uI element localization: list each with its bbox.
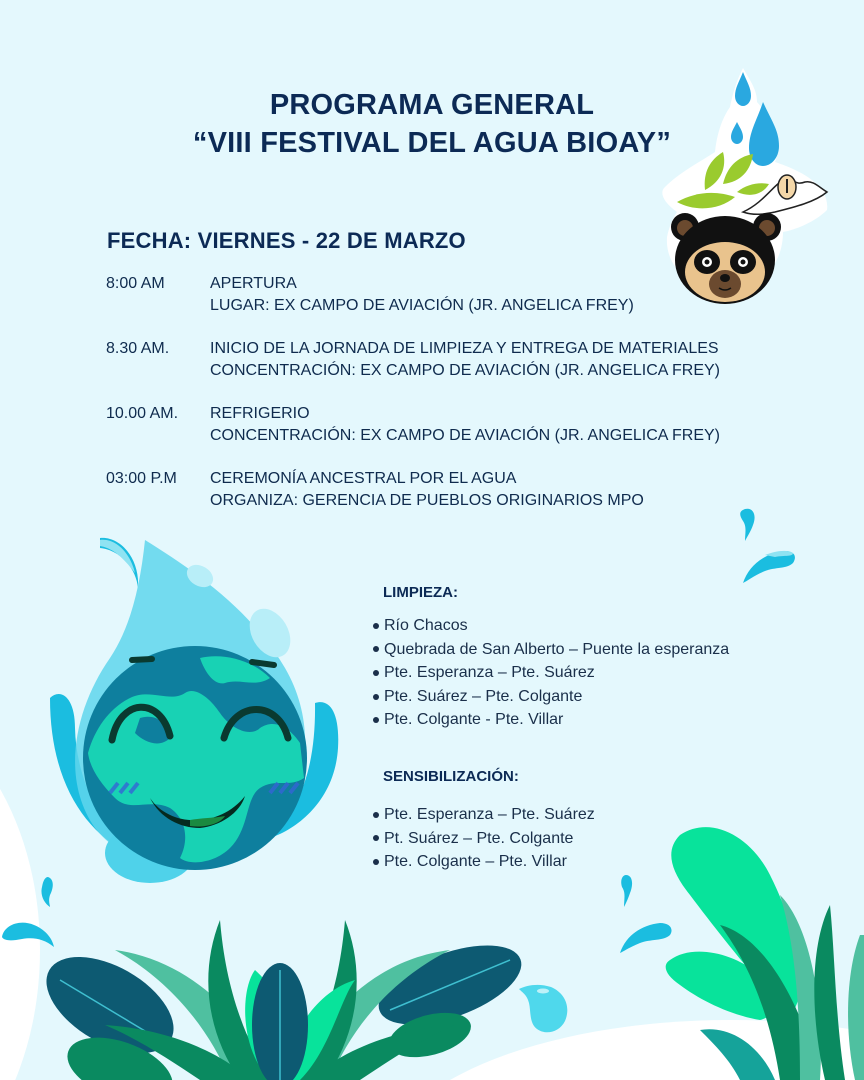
limpieza-list (371, 614, 729, 732)
schedule-time: 8:00 AM (106, 275, 165, 292)
bioay-logo-icon (655, 62, 835, 312)
poster-title-line2: “VIII FESTIVAL DEL AGUA BIOAY” (192, 127, 672, 159)
list-item: Río Chacos (371, 614, 729, 638)
schedule-activity: REFRIGERIO (210, 405, 310, 422)
leaves-icon (660, 815, 864, 1080)
schedule-activity: INICIO DE LA JORNADA DE LIMPIEZA Y ENTREGA DE MATERIALES (210, 340, 719, 357)
schedule-time: 03:00 P.M (106, 470, 177, 487)
sensibilizacion-list (371, 803, 595, 874)
event-date: FECHA: VIERNES - 22 DE MARZO (107, 228, 466, 253)
water-splash-icon (735, 505, 800, 590)
schedule-location: LUGAR: EX CAMPO DE AVIACIÓN (JR. ANGELICA FREY) (210, 297, 634, 314)
limpieza-heading: LIMPIEZA: (383, 584, 458, 601)
bullet-icon (373, 717, 379, 723)
bullet-icon (373, 859, 379, 865)
leaves-icon (30, 920, 530, 1080)
schedule-time: 8.30 AM. (106, 340, 170, 357)
bullet-icon (373, 646, 379, 652)
bullet-icon (373, 623, 379, 629)
schedule-activity: CEREMONÍA ANCESTRAL POR EL AGUA (210, 470, 517, 487)
list-item: Quebrada de San Alberto – Puente la esperanza (371, 638, 729, 662)
poster-title-line1: PROGRAMA GENERAL (269, 89, 595, 121)
bullet-icon (373, 670, 379, 676)
schedule-organizer: ORGANIZA: GERENCIA DE PUEBLOS ORIGINARIOS MPO (210, 492, 644, 509)
bullet-icon (373, 835, 379, 841)
list-item: Pte. Colgante – Pte. Villar (371, 850, 595, 874)
bullet-icon (373, 812, 379, 818)
list-item: Pt. Suárez – Pte. Colgante (371, 827, 595, 851)
schedule-time: 10.00 AM. (106, 405, 179, 422)
earth-water-drop-mascot-icon (20, 528, 360, 893)
sensibilizacion-heading: SENSIBILIZACIÓN: (383, 768, 519, 785)
schedule-activity: APERTURA (210, 275, 297, 292)
schedule-location: CONCENTRACIÓN: EX CAMPO DE AVIACIÓN (JR. ANGELICA FREY) (210, 427, 721, 444)
bullet-icon (373, 694, 379, 700)
schedule-location: CONCENTRACIÓN: EX CAMPO DE AVIACIÓN (JR. ANGELICA FREY) (210, 362, 721, 379)
list-item: Pte. Colgante - Pte. Villar (371, 708, 729, 732)
list-item: Pte. Esperanza – Pte. Suárez (371, 661, 729, 685)
list-item: Pte. Esperanza – Pte. Suárez (371, 803, 595, 827)
list-item: Pte. Suárez – Pte. Colgante (371, 685, 729, 709)
